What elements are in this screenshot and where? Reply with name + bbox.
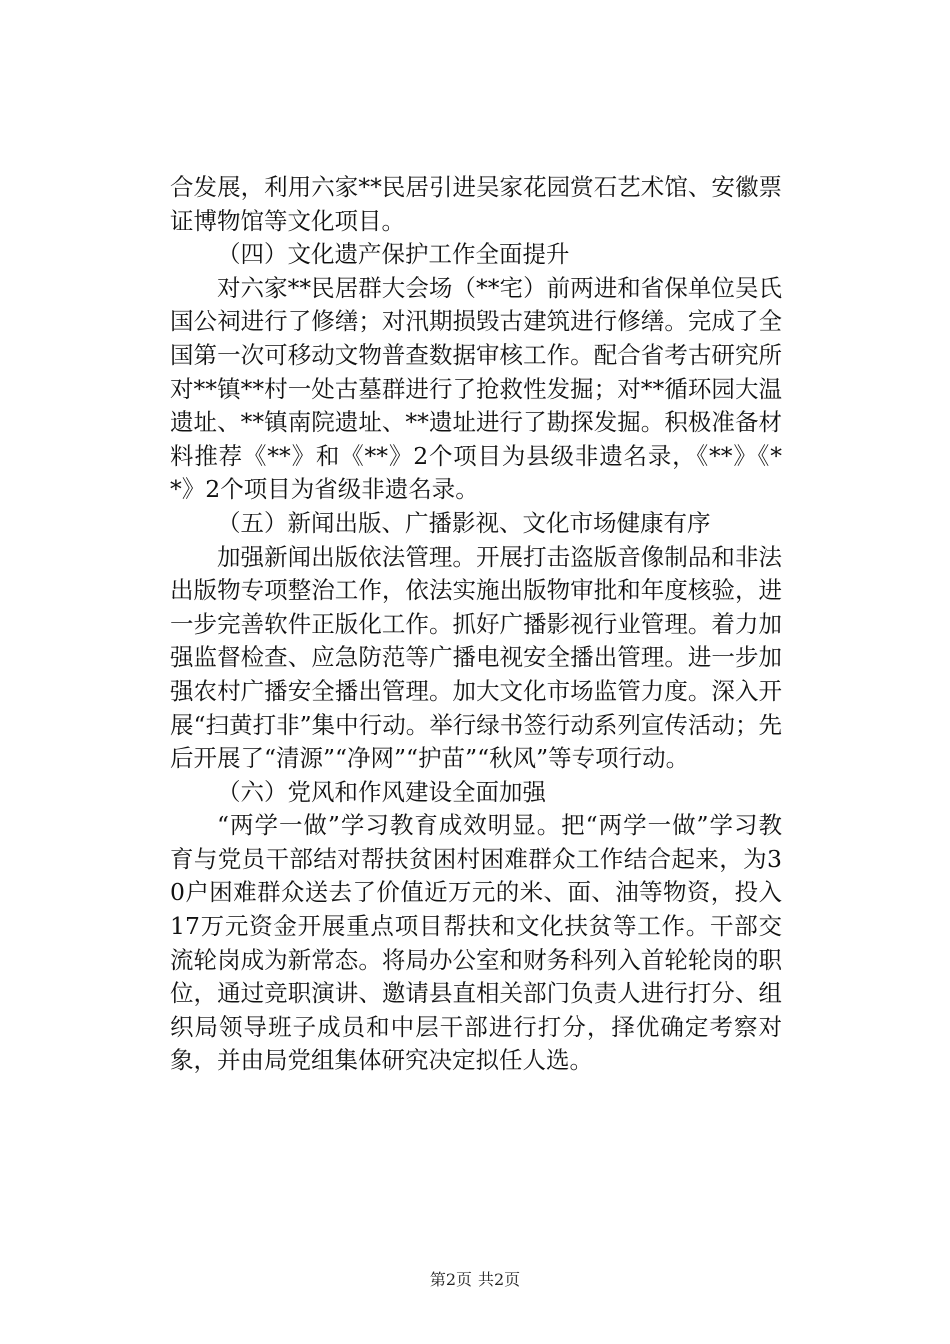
paragraph-continuation: 合发展，利用六家**民居引进吴家花园赏石艺术馆、安徽票证博物馆等文化项目。: [170, 173, 782, 235]
section-heading-6: （六）党风和作风建设全面加强: [217, 777, 546, 806]
paragraph-press-media: 加强新闻出版依法管理。开展打击盗版音像制品和非法出版物专项整治工作，依法实施出版物审批和年度核验，进一步完善软件正版化工作。抓好广播影视行业管理。着力加强监督检查、应急防范等广播电视安全播出管理。进一步加强农村广播安全播出管理。加大文化市场监管力度。深入开展“扫黄打非”集中行动。举行绿书签行动系列宣传活动；先后开展了“清源”“净网”“护苗”“秋风”等专项行动。: [170, 542, 782, 773]
section-heading-4: （四）文化遗产保护工作全面提升: [217, 240, 570, 269]
paragraph-heritage-protection: 对六家**民居群大会场（**宅）前两进和省保单位吴氏国公祠进行了修缮；对汛期损毁古建筑进行修缮。完成了全国第一次可移动文物普查数据审核工作。配合省考古研究所对**镇**村一处古墓群进行了抢救性发掘；对**循环园大温遗址、**镇南院遗址、**遗址进行了勘探发掘。积极准备材料推荐《**》和《**》2个项目为县级非遗名录，《**》《**》2个项目为省级非遗名录。: [170, 273, 782, 504]
paragraph-party-conduct: “两学一做”学习教育成效明显。把“两学一做”学习教育与党员干部结对帮扶贫困村困难群众工作结合起来，为30户困难群众送去了价值近万元的米、面、油等物资，投入17万元资金开展重点项目帮扶和文化扶贫等工作。干部交流轮岗成为新常态。将局办公室和财务科列入首轮轮岗的职位，通过竞职演讲、邀请县直相关部门负责人进行打分、组织局领导班子成员和中层干部进行打分，择优确定考察对象，并由局党组集体研究决定拟任人选。: [170, 811, 782, 1075]
page-footer: [0, 1270, 950, 1290]
page-number-current: 第2页: [429, 1270, 472, 1289]
section-heading-5: （五）新闻出版、广播影视、文化市场健康有序: [217, 508, 711, 537]
document-body: [170, 171, 782, 1078]
page-number-total: 共2页: [478, 1270, 521, 1289]
